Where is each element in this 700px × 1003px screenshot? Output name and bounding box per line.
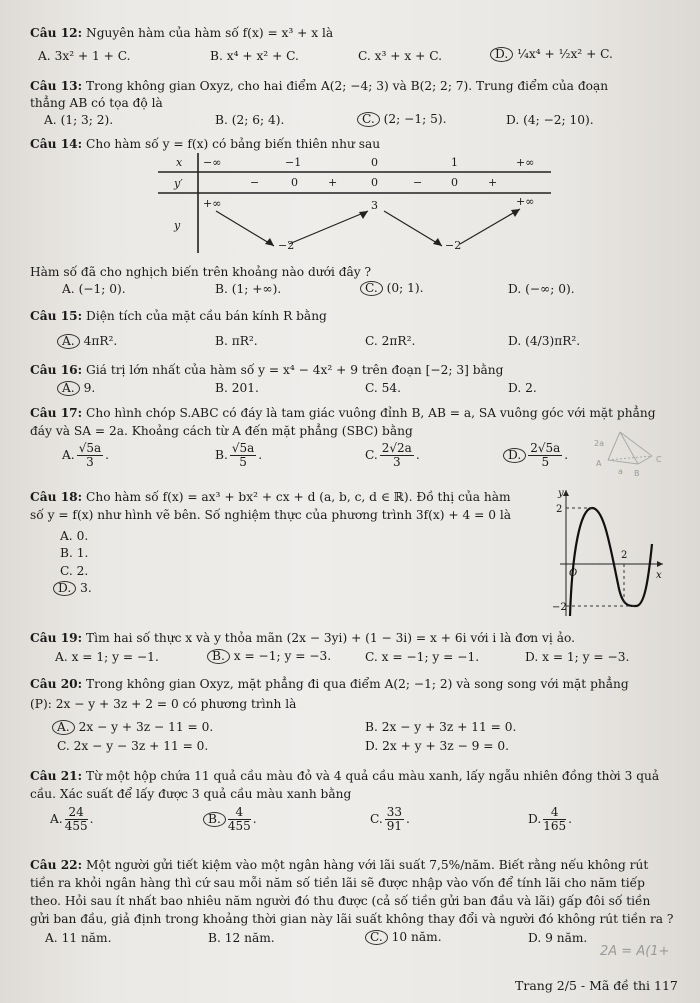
q19-option-b[interactable]: B. x = −1; y = −3. xyxy=(212,649,331,664)
q15-option-d[interactable]: D. (4/3)πR². xyxy=(508,334,581,348)
q21-option-c[interactable]: C. $\frac{33}{91}$ . xyxy=(370,805,410,833)
q17-text-line2: đáy và SA = 2a. Khoảng cách từ A đến mặt phẳng (SBC) bằng xyxy=(30,424,413,438)
q17-option-a[interactable]: A. $\frac{√5a}{3}$ . xyxy=(62,441,109,469)
sketch-label-a: a xyxy=(618,467,623,476)
q18-option-d[interactable]: D. 3. xyxy=(58,581,92,596)
arrow-up-2 xyxy=(460,209,520,244)
q15-option-a[interactable]: A. 4πR². xyxy=(62,334,117,349)
q13-option-c[interactable]: C. (2; −1; 5). xyxy=(362,112,446,127)
sketch-label-A: A xyxy=(596,459,602,468)
q18-text-line2: số y = f(x) như hình vẽ bên. Số nghiệm thực của phương trình 3f(x) + 4 = 0 là xyxy=(30,508,512,522)
q19-option-c[interactable]: C. x = −1; y = −1. xyxy=(365,650,480,664)
graph-yneg2: −2 xyxy=(552,602,567,613)
row-label-y: y xyxy=(174,219,181,232)
row-label-yprime: y′ xyxy=(174,177,183,190)
q19-option-d[interactable]: D. x = 1; y = −3. xyxy=(525,650,630,664)
handwritten-note: 2A = A(1+ xyxy=(600,944,670,959)
q12-option-d[interactable]: D. ¼x⁴ + ½x² + C. xyxy=(495,47,613,62)
q20-option-c[interactable]: C. 2x − y − 3z + 11 = 0. xyxy=(57,739,209,753)
q14-option-a[interactable]: A. (−1; 0). xyxy=(62,282,126,296)
q17-option-d[interactable]: D. $\frac{2√5a}{5}$ . xyxy=(508,442,568,469)
page-footer: Trang 2/5 - Mã đề thi 117 xyxy=(515,978,678,993)
q22-option-d[interactable]: D. 9 năm. xyxy=(528,931,588,945)
q21-option-a[interactable]: A. $\frac{24}{455}$ . xyxy=(50,805,94,833)
variation-table: x y′ y −∞ −1 0 1 +∞ − 0 + 0 − 0 + +∞ 3 +∞ −2 −2 xyxy=(158,153,551,253)
pyramid-sketch xyxy=(590,430,670,480)
row-label-x: x xyxy=(176,156,183,169)
q22-option-c[interactable]: C. 10 năm. xyxy=(370,930,442,945)
question-17: Câu 17: Cho hình chóp S.ABC có đáy là tam giác vuông đỉnh B, AB = a, SA vuông góc với mặt phẳng xyxy=(30,406,656,420)
question-19: Câu 19: Tìm hai số thực x và y thỏa mãn (2x − 3yi) + (1 − 3i) = x + 6i với i là đơn vị ảo. xyxy=(30,631,575,645)
graph-x2: 2 xyxy=(621,550,628,561)
q15-option-c[interactable]: C. 2πR². xyxy=(365,334,416,348)
arrow-down-2 xyxy=(384,211,442,246)
q21-text-line2: cầu. Xác suất để lấy được 3 quả cầu màu xanh bằng xyxy=(30,787,352,801)
q12-text: Nguyên hàm của hàm số f(x) = x³ + x là xyxy=(86,26,334,40)
q22-option-b[interactable]: B. 12 năm. xyxy=(208,931,275,945)
q18-option-a[interactable]: A. 0. xyxy=(60,529,89,543)
q17-option-c[interactable]: C. $\frac{2√2a}{3}$ . xyxy=(365,441,420,469)
q14-question: Hàm số đã cho nghịch biến trên khoảng nào dưới đây ? xyxy=(30,265,372,279)
graph-origin: O xyxy=(569,568,578,579)
q22-text-line2: tiền ra khỏi ngân hàng thì cứ sau mỗi năm số tiền lãi sẽ được nhập vào vốn để tính lãi cho năm tiếp xyxy=(30,876,645,890)
q17-option-b[interactable]: B. $\frac{√5a}{5}$ . xyxy=(215,441,263,469)
q14-option-b[interactable]: B. (1; +∞). xyxy=(215,282,282,296)
q13-option-b[interactable]: B. (2; 6; 4). xyxy=(215,113,285,127)
q19-option-a[interactable]: A. x = 1; y = −1. xyxy=(55,650,159,664)
q13-text-line2: thẳng AB có tọa độ là xyxy=(30,96,163,110)
graph-y-label: y xyxy=(558,488,564,499)
q21-option-d[interactable]: D. $\frac{4}{165}$ . xyxy=(528,805,572,833)
arrow-up-1 xyxy=(289,211,368,244)
graph-x-label: x xyxy=(656,570,662,581)
question-12 xyxy=(30,25,680,42)
q20-option-a[interactable]: A. 2x − y + 3z − 11 = 0. xyxy=(57,720,213,735)
q20-text-line2: (P): 2x − y + 3z + 2 = 0 có phương trình là xyxy=(30,697,297,711)
question-18: Câu 18: Cho hàm số f(x) = ax³ + bx² + cx + d (a, b, c, d ∈ ℝ). Đồ thị của hàm xyxy=(30,490,511,504)
q16-option-d[interactable]: D. 2. xyxy=(508,381,537,395)
sketch-label-B: B xyxy=(634,469,640,478)
q12-option-c[interactable]: C. x³ + x + C. xyxy=(358,49,442,63)
q12-title: Câu 12: xyxy=(30,26,83,40)
q22-text-line3: theo. Hỏi sau ít nhất bao nhiêu năm người đó thu được (cả số tiền gửi ban đầu và lãi) gấp đôi số tiền xyxy=(30,894,651,908)
question-20: Câu 20: Trong không gian Oxyz, mặt phẳng đi qua điểm A(2; −1; 2) và song song với mặt phẳng xyxy=(30,677,629,691)
q20-option-d[interactable]: D. 2x + y + 3z − 9 = 0. xyxy=(365,739,510,753)
question-16: Câu 16: Giá trị lớn nhất của hàm số y = x⁴ − 4x² + 9 trên đoạn [−2; 3] bằng xyxy=(30,363,504,377)
q14-option-c[interactable]: C. (0; 1). xyxy=(365,281,424,296)
q20-option-b[interactable]: B. 2x − y + 3z + 11 = 0. xyxy=(365,720,517,734)
q14-option-d[interactable]: D. (−∞; 0). xyxy=(508,282,575,296)
question-14: Câu 14: Cho hàm số y = f(x) có bảng biến thiên như sau xyxy=(30,137,381,151)
question-15: Câu 15: Diện tích của mặt cầu bán kính R bằng xyxy=(30,309,327,323)
question-21: Câu 21: Từ một hộp chứa 11 quả cầu màu đỏ và 4 quả cầu màu xanh, lấy ngẫu nhiên đồng thời 3 quả xyxy=(30,769,660,783)
sketch-label-2a: 2a xyxy=(594,439,604,448)
sketch-label-C: C xyxy=(656,455,662,464)
q21-option-b[interactable]: B. $\frac{4}{455}$ . xyxy=(208,806,257,833)
q18-option-c[interactable]: C. 2. xyxy=(60,564,89,578)
graph-y2: 2 xyxy=(556,504,563,515)
q12-option-a[interactable]: A. 3x² + 1 + C. xyxy=(38,49,131,63)
q13-option-a[interactable]: A. (1; 3; 2). xyxy=(44,113,114,127)
q15-option-b[interactable]: B. πR². xyxy=(215,334,258,348)
q16-option-a[interactable]: A. 9. xyxy=(62,381,95,396)
q12-option-b[interactable]: B. x⁴ + x² + C. xyxy=(210,49,299,63)
q22-option-a[interactable]: A. 11 năm. xyxy=(45,931,112,945)
arrow-down-1 xyxy=(216,211,274,246)
q16-option-c[interactable]: C. 54. xyxy=(365,381,402,395)
q13-text-line1: Trong không gian Oxyz, cho hai điểm A(2; −4; 3) và B(2; 2; 7). Trung điểm của đoạn xyxy=(86,79,609,93)
q13-option-d[interactable]: D. (4; −2; 10). xyxy=(506,113,594,127)
q16-option-b[interactable]: B. 201. xyxy=(215,381,259,395)
question-22: Câu 22: Một người gửi tiết kiệm vào một ngân hàng với lãi suất 7,5%/năm. Biết rằng nếu không rút xyxy=(30,858,649,872)
q22-text-line4: gửi ban đầu, giả định trong khoảng thời gian này lãi suất không thay đổi và người đó không rút tiền ra ? xyxy=(30,912,674,926)
question-13: Câu 13: Trong không gian Oxyz, cho hai điểm A(2; −4; 3) và B(2; 2; 7). Trung điểm của đoạn xyxy=(30,79,609,93)
cubic-graph xyxy=(548,484,668,624)
q18-option-b[interactable]: B. 1. xyxy=(60,546,89,560)
